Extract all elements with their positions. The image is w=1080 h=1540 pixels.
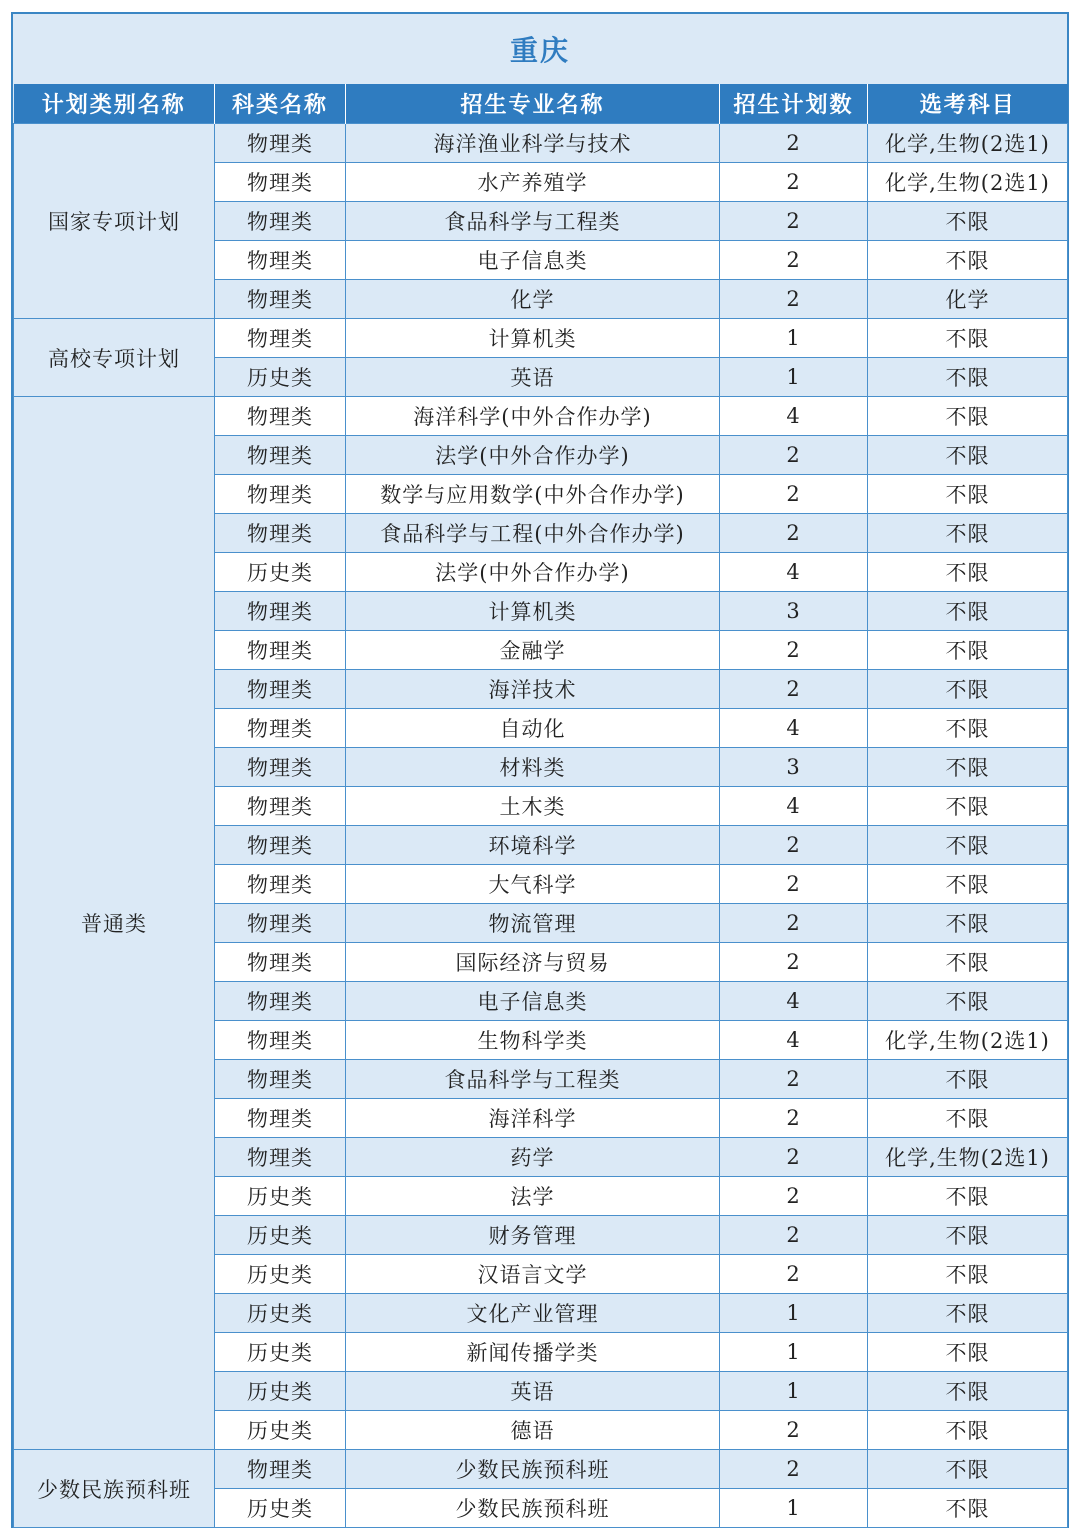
plan-category-cell: 高校专项计划 [14,319,215,397]
header-major-name: 招生专业名称 [346,84,720,124]
elective-subjects-cell: 不限 [868,1294,1068,1333]
elective-subjects-cell: 化学,生物(2选1) [868,124,1068,163]
subject-type-cell: 物理类 [215,1060,346,1099]
elective-subjects-cell: 不限 [868,748,1068,787]
plan-count-cell: 2 [720,1450,868,1489]
plan-count-cell: 1 [720,1294,868,1333]
plan-count-cell: 2 [720,475,868,514]
plan-count-cell: 2 [720,1411,868,1450]
header-elective-subjects: 选考科目 [868,84,1068,124]
major-name-cell: 自动化 [346,709,720,748]
elective-subjects-cell: 不限 [868,514,1068,553]
plan-count-cell: 4 [720,553,868,592]
subject-type-cell: 物理类 [215,163,346,202]
plan-count-cell: 4 [720,1021,868,1060]
plan-count-cell: 2 [720,1216,868,1255]
plan-count-cell: 4 [720,397,868,436]
elective-subjects-cell: 不限 [868,1450,1068,1489]
subject-type-cell: 物理类 [215,1450,346,1489]
plan-count-cell: 2 [720,514,868,553]
plan-count-cell: 1 [720,1333,868,1372]
subject-type-cell: 物理类 [215,904,346,943]
elective-subjects-cell: 不限 [868,670,1068,709]
major-name-cell: 英语 [346,358,720,397]
header-plan-category: 计划类别名称 [14,84,215,124]
elective-subjects-cell: 不限 [868,826,1068,865]
subject-type-cell: 物理类 [215,1099,346,1138]
elective-subjects-cell: 不限 [868,319,1068,358]
elective-subjects-cell: 不限 [868,1333,1068,1372]
major-name-cell: 土木类 [346,787,720,826]
major-name-cell: 财务管理 [346,1216,720,1255]
elective-subjects-cell: 不限 [868,475,1068,514]
plan-count-cell: 2 [720,1060,868,1099]
major-name-cell: 计算机类 [346,319,720,358]
plan-count-cell: 2 [720,826,868,865]
elective-subjects-cell: 不限 [868,787,1068,826]
major-name-cell: 汉语言文学 [346,1255,720,1294]
elective-subjects-cell: 化学,生物(2选1) [868,163,1068,202]
major-name-cell: 食品科学与工程(中外合作办学) [346,514,720,553]
header-subject-type: 科类名称 [215,84,346,124]
elective-subjects-cell: 不限 [868,1372,1068,1411]
elective-subjects-cell: 不限 [868,865,1068,904]
elective-subjects-cell: 不限 [868,1060,1068,1099]
page-title: 重庆 [13,14,1067,84]
plan-count-cell: 2 [720,124,868,163]
elective-subjects-cell: 不限 [868,436,1068,475]
major-name-cell: 材料类 [346,748,720,787]
major-name-cell: 法学(中外合作办学) [346,553,720,592]
major-name-cell: 海洋技术 [346,670,720,709]
subject-type-cell: 历史类 [215,358,346,397]
elective-subjects-cell: 不限 [868,631,1068,670]
subject-type-cell: 物理类 [215,1021,346,1060]
plan-count-cell: 4 [720,982,868,1021]
plan-count-cell: 3 [720,592,868,631]
subject-type-cell: 物理类 [215,670,346,709]
subject-type-cell: 物理类 [215,631,346,670]
subject-type-cell: 物理类 [215,202,346,241]
elective-subjects-cell: 不限 [868,1099,1068,1138]
subject-type-cell: 历史类 [215,1216,346,1255]
elective-subjects-cell: 不限 [868,592,1068,631]
elective-subjects-cell: 化学,生物(2选1) [868,1138,1068,1177]
elective-subjects-cell: 不限 [868,709,1068,748]
elective-subjects-cell: 化学,生物(2选1) [868,1021,1068,1060]
plan-count-cell: 2 [720,436,868,475]
plan-count-cell: 4 [720,709,868,748]
table-row [14,1450,1068,1489]
subject-type-cell: 物理类 [215,241,346,280]
major-name-cell: 环境科学 [346,826,720,865]
major-name-cell: 生物科学类 [346,1021,720,1060]
subject-type-cell: 物理类 [215,709,346,748]
subject-type-cell: 物理类 [215,475,346,514]
subject-type-cell: 物理类 [215,865,346,904]
plan-count-cell: 2 [720,1177,868,1216]
enrollment-plan-document [11,12,1069,1528]
subject-type-cell: 物理类 [215,124,346,163]
subject-type-cell: 物理类 [215,280,346,319]
major-name-cell: 计算机类 [346,592,720,631]
major-name-cell: 少数民族预科班 [346,1450,720,1489]
subject-type-cell: 物理类 [215,319,346,358]
plan-category-cell: 国家专项计划 [14,124,215,319]
subject-type-cell: 历史类 [215,553,346,592]
subject-type-cell: 物理类 [215,1138,346,1177]
major-name-cell: 法学 [346,1177,720,1216]
subject-type-cell: 物理类 [215,748,346,787]
plan-count-cell: 2 [720,1255,868,1294]
elective-subjects-cell: 不限 [868,904,1068,943]
plan-count-cell: 2 [720,1099,868,1138]
major-name-cell: 海洋渔业科学与技术 [346,124,720,163]
subject-type-cell: 物理类 [215,592,346,631]
subject-type-cell: 历史类 [215,1489,346,1528]
major-name-cell: 英语 [346,1372,720,1411]
plan-count-cell: 2 [720,280,868,319]
elective-subjects-cell: 不限 [868,1177,1068,1216]
subject-type-cell: 历史类 [215,1411,346,1450]
enrollment-table [13,84,1068,1528]
plan-count-cell: 1 [720,1372,868,1411]
table-row [14,319,1068,358]
subject-type-cell: 历史类 [215,1294,346,1333]
elective-subjects-cell: 不限 [868,982,1068,1021]
table-body [14,124,1068,1528]
elective-subjects-cell: 不限 [868,943,1068,982]
major-name-cell: 大气科学 [346,865,720,904]
major-name-cell: 新闻传播学类 [346,1333,720,1372]
plan-count-cell: 2 [720,865,868,904]
subject-type-cell: 物理类 [215,943,346,982]
major-name-cell: 少数民族预科班 [346,1489,720,1528]
elective-subjects-cell: 不限 [868,1411,1068,1450]
major-name-cell: 物流管理 [346,904,720,943]
major-name-cell: 电子信息类 [346,241,720,280]
plan-count-cell: 3 [720,748,868,787]
elective-subjects-cell: 不限 [868,358,1068,397]
major-name-cell: 数学与应用数学(中外合作办学) [346,475,720,514]
subject-type-cell: 物理类 [215,826,346,865]
elective-subjects-cell: 不限 [868,397,1068,436]
plan-count-cell: 4 [720,787,868,826]
plan-count-cell: 2 [720,202,868,241]
subject-type-cell: 物理类 [215,514,346,553]
elective-subjects-cell: 化学 [868,280,1068,319]
table-header-row [14,84,1068,124]
major-name-cell: 药学 [346,1138,720,1177]
plan-count-cell: 2 [720,904,868,943]
major-name-cell: 食品科学与工程类 [346,1060,720,1099]
subject-type-cell: 物理类 [215,787,346,826]
plan-count-cell: 2 [720,241,868,280]
major-name-cell: 水产养殖学 [346,163,720,202]
major-name-cell: 文化产业管理 [346,1294,720,1333]
elective-subjects-cell: 不限 [868,202,1068,241]
elective-subjects-cell: 不限 [868,1216,1068,1255]
major-name-cell: 海洋科学 [346,1099,720,1138]
subject-type-cell: 历史类 [215,1372,346,1411]
plan-category-cell: 少数民族预科班 [14,1450,215,1528]
plan-count-cell: 2 [720,1138,868,1177]
table-row [14,397,1068,436]
subject-type-cell: 物理类 [215,397,346,436]
elective-subjects-cell: 不限 [868,1255,1068,1294]
major-name-cell: 海洋科学(中外合作办学) [346,397,720,436]
major-name-cell: 食品科学与工程类 [346,202,720,241]
table-row [14,124,1068,163]
plan-count-cell: 1 [720,319,868,358]
header-plan-count: 招生计划数 [720,84,868,124]
subject-type-cell: 历史类 [215,1177,346,1216]
plan-count-cell: 2 [720,670,868,709]
major-name-cell: 德语 [346,1411,720,1450]
plan-count-cell: 1 [720,358,868,397]
elective-subjects-cell: 不限 [868,241,1068,280]
major-name-cell: 电子信息类 [346,982,720,1021]
major-name-cell: 法学(中外合作办学) [346,436,720,475]
elective-subjects-cell: 不限 [868,1489,1068,1528]
plan-category-cell: 普通类 [14,397,215,1450]
subject-type-cell: 历史类 [215,1255,346,1294]
major-name-cell: 国际经济与贸易 [346,943,720,982]
plan-count-cell: 2 [720,943,868,982]
major-name-cell: 金融学 [346,631,720,670]
subject-type-cell: 物理类 [215,436,346,475]
subject-type-cell: 历史类 [215,1333,346,1372]
plan-count-cell: 2 [720,163,868,202]
subject-type-cell: 物理类 [215,982,346,1021]
plan-count-cell: 2 [720,631,868,670]
major-name-cell: 化学 [346,280,720,319]
elective-subjects-cell: 不限 [868,553,1068,592]
plan-count-cell: 1 [720,1489,868,1528]
